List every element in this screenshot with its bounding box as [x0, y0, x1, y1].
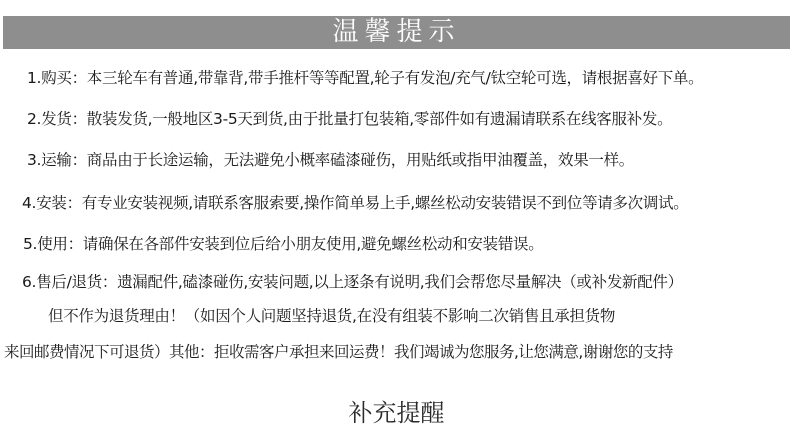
note-shipping: 2.发货：散装发货,一般地区3-5天到货,由于批量打包装箱,零部件如有遗漏请联系在线客服补发。 [27, 110, 673, 128]
note-purchase: 1.购买：本三轮车有普通,带靠背,带手推杆等等配置,轮子有发泡/充气/钛空轮可选，请根据喜好下单。 [27, 69, 704, 87]
note-after-sales-end: 来回邮费情况下可退货）其他：拒收需客户承担来回运费！我们竭诚为您服务,让您满意,谢谢您的支持 [4, 343, 673, 361]
note-after-sales: 6.售后/退货：遗漏配件,磕漆碰伤,安装问题,以上逐条有说明,我们会帮您尽量解决（或补发新配件） [22, 273, 683, 291]
note-usage: 5.使用：请确保在各部件安装到位后给小朋友使用,避免螺丝松动和安装错误。 [23, 235, 544, 253]
section-title-supplement: 补充提醒 [348, 399, 445, 427]
note-installation: 4.安装：有专业安装视频,请联系客服索要,操作简单易上手,螺丝松动安装错误不到位等请多次调试。 [22, 194, 689, 212]
banner-title: 温馨提示 [332, 17, 461, 47]
note-after-sales-cont: 但不作为退货理由！（如因个人问题坚持退货,在没有组装不影响二次销售且承担货物 [48, 307, 616, 325]
note-transport: 3.运输：商品由于长途运输，无法避免小概率磕漆碰伤，用贴纸或指甲油覆盖，效果一样。 [27, 151, 634, 169]
header-banner [3, 16, 790, 49]
